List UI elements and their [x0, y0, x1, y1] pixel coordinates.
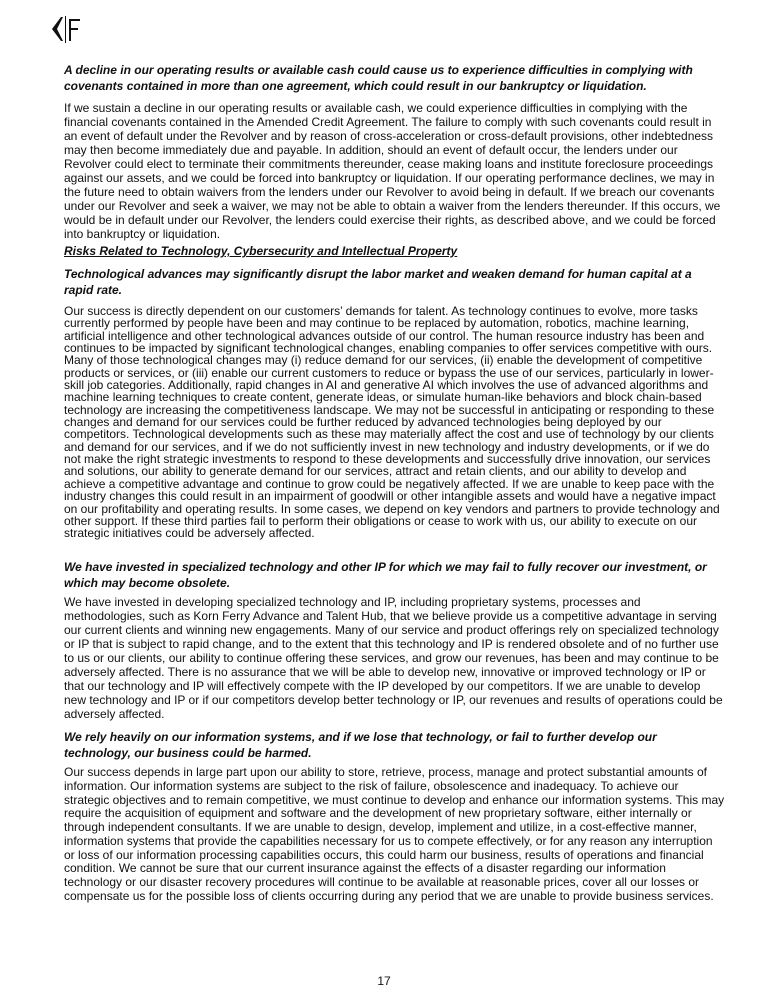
text-line: Our success depends in large part upon our ability to store, retrieve, process, manage and protect substantial amounts of [64, 765, 708, 779]
text-line: the future need to obtain waivers from the lenders under our Revolver to avoid being in default. If we breach our covenants [64, 185, 715, 199]
text-line: products or services, or (iii) enable our current customers to reduce or bypass the use of our services, particularly in lower- [64, 365, 714, 380]
text-line: new technology and IP or if our competitors develop better technology or IP, our revenues and results of operations could be [64, 693, 723, 707]
text-line: competitors. Technological developments such as these may materially affect the cost and use of technology by our clients [64, 427, 714, 442]
text-line: industry changes this could result in an impairment of goodwill or other intangible assets and would have a negative impact [64, 489, 716, 504]
text-line: may then become immediately due and payable. In addition, should an event of default occur, the lenders under our [64, 143, 678, 157]
text-line: A decline in our operating results or available cash could cause us to experience difficulties in complying with [64, 63, 693, 77]
text-line: strategic objectives and to remain competitive, we must continue to develop and enhance our information systems. This may [64, 792, 725, 807]
risk-heading-specialized-technology [64, 559, 714, 591]
text-line: not make the right strategic investments to respond to these developments and successfully drive innovation, our services [64, 452, 711, 467]
text-line: under our Revolver and seek a waiver, we may not be able to obtain a waiver from the lenders thereunder. If this occurs, we [64, 199, 721, 213]
text-line: information systems that provide the capabilities necessary for us to compete effectively, or for any reason any interruption [64, 833, 713, 848]
text-line: financial covenants contained in the Amended Credit Agreement. The failure to comply with such covenants could result in [64, 115, 712, 129]
text-line: or IP that is subject to rapid change, and to the extent that this technology and IP is rendered obsolete and of no further use [64, 637, 719, 651]
paragraph-credit-covenants [64, 101, 721, 241]
text-line: condition. We cannot be sure that our current insurance against the effects of a disaster regarding our information [64, 861, 666, 876]
korn-ferry-logo [50, 12, 84, 51]
text-line: skill job categories. Additionally, rapid changes in AI and generative AI which involves the use of advanced algorithms and [64, 378, 709, 393]
text-line: our current clients and winning new engagements. Many of our service and product offerings rely on specialized technology [64, 623, 719, 637]
text-line: and solutions, our ability to generate demand for our services, attract and retain clients, and our ability to develop and [64, 464, 687, 479]
text-line: or loss of our information processing capabilities occurs, this could harm our business, results of operations and financial [64, 847, 704, 862]
text-line: into bankruptcy or liquidation. [64, 227, 221, 241]
page-number: 17 [377, 974, 391, 988]
text-line: to us or our clients, our ability to continue offering these services, and grow our revenues, has been and may continue to be [64, 651, 719, 665]
text-line: against our assets, and we could be forced into bankruptcy or liquidation. If our operating performance declines, we may in [64, 171, 715, 185]
section-title: Risks Related to Technology, Cybersecurity and Intellectual Property [64, 244, 458, 258]
text-line: If we sustain a decline in our operating results or available cash, we could experience difficulties in complying with the [64, 101, 688, 115]
text-line: methodologies, such as Korn Ferry Advance and Talent Hub, that we believe provide us a competitive advantage in serving [64, 609, 717, 623]
text-line: compensate us for the possible loss of clients occurring during any period that we are unable to provide business services. [64, 888, 714, 903]
text-line: artificial intelligence and other technological advances outside of our control. The human resource industry has been and [64, 328, 705, 343]
text-line: We rely heavily on our information systems, and if we lose that technology, or fail to further develop our [64, 730, 657, 744]
text-line: changes and demand for our services could be further reduced by advanced technologies being deployed by our [64, 415, 662, 430]
text-line: We have invested in developing specialized technology and IP, including proprietary systems, processes and [64, 595, 641, 609]
text-line: that our technology and IP will effectively compete with the IP developed by our competitors. If we are unable to develop [64, 679, 701, 693]
text-line: adversely affected. [64, 707, 165, 721]
paragraph-specialized-technology [64, 595, 723, 721]
text-line: Our success is directly dependent on our customers’ demands for talent. As technology continues to evolve, more tasks [64, 304, 698, 318]
text-line: Technological advances may significantly disrupt the labor market and weaken demand for human capital at a [64, 267, 692, 281]
text-line: and demand for our services, and if we do not sufficiently invest in new technology and industry developments, or if we do [64, 439, 710, 454]
text-line: Revolver could elect to terminate their commitments thereunder, cease making loans and institute foreclosure proceedings [64, 157, 714, 171]
text-line: achieve a competitive advantage and continue to grow could be negatively affected. If we are unable to keep pace with the [64, 476, 715, 491]
text-line: which may become obsolete. [64, 576, 231, 590]
text-line: require the acquisition of equipment and software and the development of new proprietary software, either internally or [64, 806, 692, 821]
text-line: machine learning techniques to create content, generate ideas, or simulate human-like behaviors and block chain-based [64, 390, 702, 405]
text-line: technology or our disaster recovery procedures will continue to be available at reasonable prices, cover all our losses or [64, 875, 699, 889]
text-line: currently performed by people have been and may continue to be replaced by automation, robotics, machine learning, [64, 316, 690, 331]
risk-heading-information-systems [64, 729, 714, 761]
text-line: an event of default under the Revolver and by reason of cross-acceleration or cross-default provisions, other indebtedness [64, 129, 714, 143]
risk-heading-technological-advances [64, 266, 714, 298]
risk-heading-credit-covenants [64, 62, 714, 94]
text-line: rapid rate. [64, 283, 123, 297]
text-line: information. Our information systems are subject to the risk of failure, obsolescence and inadequacy. To achieve our [64, 778, 679, 793]
text-line: covenants contained in more than one agreement, which could result in our bankruptcy or liquidation. [64, 79, 647, 93]
text-line: We have invested in specialized technology and other IP for which we may fail to fully recover our investment, or [64, 560, 707, 574]
text-line: through independent consultants. If we are unable to design, develop, implement and utilize, in a cost-effective manner, [64, 820, 697, 834]
text-line: technology, our business could be harmed. [64, 746, 312, 760]
text-line: strategic initiatives could be adversely affected. [64, 526, 315, 541]
text-line: other support. If these third parties fail to perform their obligations or cease to work with us, our ability to execute on our [64, 513, 697, 528]
text-line: Many of those technological changes may (i) reduce demand for our services, (ii) enable the development of competitive [64, 353, 703, 368]
text-line: on our profitability and operating results. In some cases, we depend on key vendors and partners to provide technology and [64, 501, 720, 516]
text-line: continues to be impacted by significant technological changes, enabling companies to offer services competitive with ours. [64, 341, 713, 356]
text-line: would be in default under our Revolver, the lenders could exercise their rights, as described above, and we could be forced [64, 213, 716, 227]
text-line: adversely affected. There is no assurance that we will be able to develop new, innovative or improved technology or IP or [64, 665, 706, 679]
paragraph-technological-advances [64, 304, 720, 541]
paragraph-information-systems [64, 765, 725, 904]
text-line: technology are increasing the competitiveness landscape. We may not be successful in anticipating or responding to these [64, 402, 715, 417]
